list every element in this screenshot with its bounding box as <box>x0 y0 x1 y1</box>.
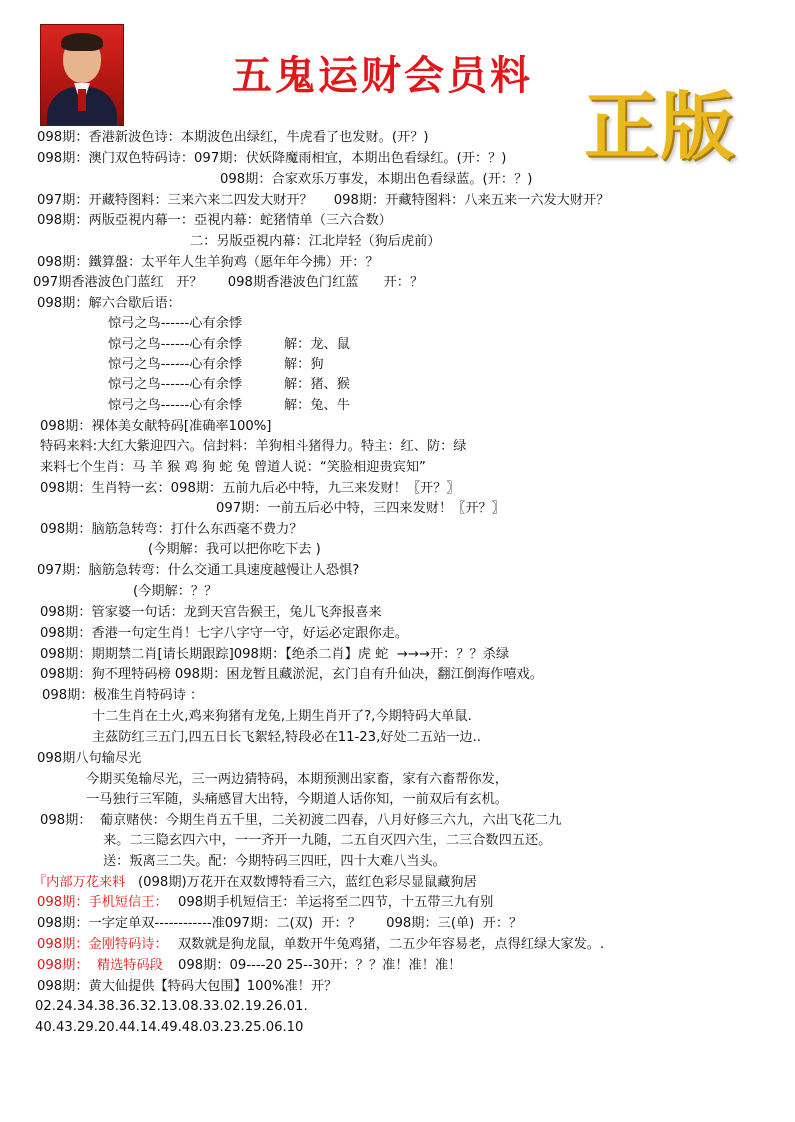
text-line-l25: 098期：香港一句定生肖！七字八字守一守，好运必定跟你走。 <box>40 626 409 641</box>
text-line-l35: 来。二三隐玄四六中，一一齐开一九随，二五自灭四六生，二三合数四五还。 <box>103 833 552 848</box>
genuine-stamp: 正版 <box>584 84 736 170</box>
text-line-l38b: 098期手机短信王：羊运将至二四节，十五带三九有别 <box>178 895 494 910</box>
text-line-l12: 惊弓之鸟------心有余悸 解：狗 <box>108 357 324 372</box>
text-line-l14: 惊弓之鸟------心有余悸 解：兔、牛 <box>108 398 350 413</box>
text-line-l32: 今期买兔输尽光，三一两边猜特码，本期预测出家畜，家有六畜帮你发， <box>86 772 508 787</box>
text-line-l37a: 『内部万花来料 <box>33 875 126 890</box>
text-line-l16: 特码来料:大红大紫迎四六。信封料：羊狗相斗猪得力。特主：红、防：绿 <box>40 439 467 454</box>
text-line-l28: 098期：极准生肖特码诗 ： <box>42 688 204 703</box>
text-line-l1: 098期：香港新波色诗：本期波色出绿红，牛虎看了也发财。(开？) <box>37 130 429 145</box>
text-line-l8: 097期香港波色门蓝红 开？ 098期香港波色门红蓝 开：？ <box>33 275 424 290</box>
text-line-l31: 098期八句输尽光 <box>37 751 142 766</box>
text-line-l37b: (098期)万花开在双数博特看三六，蓝红色彩尽显鼠藏狗居 <box>138 875 477 890</box>
text-line-l17: 来料七个生肖：马 羊 猴 鸡 狗 蛇 兔 曾道人说：“笑脸相迎贵宾知” <box>40 460 426 475</box>
text-line-l7: 098期：鐵算盤：太平年人生羊狗鸡（愿年年今拂）开：？ <box>37 255 379 270</box>
text-line-l15: 098期：裸体美女献特码[准确率100%] <box>40 419 272 434</box>
text-line-l42: 098期：黄大仙提供【特码大包围】100%准！开？ <box>37 979 338 994</box>
text-line-l2: 098期：澳门双色特码诗：097期：伏妖降魔雨相宜，本期出色看绿红。(开：？) <box>37 151 507 166</box>
text-line-l6: 二：另版亞視内幕：江北岸轻（狗后虎前） <box>190 234 441 249</box>
text-line-l21: (今期解：我可以把你吃下去 ) <box>148 542 321 557</box>
text-line-l44: 40.43.29.20.44.14.49.48.03.23.25.06.10 <box>35 1020 304 1035</box>
text-line-l40b: 双数就是狗龙鼠，单数开牛兔鸡猪，二五少年容易老，点得红绿大家发。. <box>178 937 605 952</box>
text-line-l26: 098期：期期禁二肖[请长期跟踪]098期：【绝杀二肖】虎 蛇 →→→开：？？杀绿 <box>40 647 510 662</box>
text-line-l33: 一马独行三军随，头痛感冒大出特，今期道人话你知，一前双后有玄机。 <box>86 792 508 807</box>
text-line-l9: 098期：解六合歇后语： <box>37 296 181 311</box>
text-line-l4: 097期：开藏特图料：三来六来二四发大财开？ 098期：开藏特图料：八来五来一六发大财开？ <box>37 193 610 208</box>
text-line-l23: (今期解：？？ <box>133 584 218 599</box>
text-line-l36: 送：叛离三二失。配：今期特码三四旺，四十大难八当头。 <box>103 854 446 869</box>
text-line-l19: 097期：一前五后必中特，三四来发财！〖开？〗 <box>216 501 505 516</box>
text-line-l30: 主茲防红三五门,四五日长飞絮轻,特段必在11-23,好处二五站一边.. <box>92 730 481 745</box>
text-line-l5: 098期：两版亞視内幕一：亞視内幕：蛇猪情单（三六合数） <box>37 213 392 228</box>
text-line-l24: 098期：管家婆一句话：龙到天宫告猴王，兔儿飞奔报喜来 <box>40 605 382 620</box>
text-line-l13: 惊弓之鸟------心有余悸 解：猪、猴 <box>108 377 350 392</box>
text-line-l38a: 098期：手机短信王： <box>37 895 168 910</box>
text-line-l40a: 098期：金刚特码诗： <box>37 937 168 952</box>
text-line-l10: 惊弓之鸟------心有余悸 <box>108 316 243 331</box>
text-line-l41a: 098期： 精选特码段 <box>37 958 163 973</box>
text-line-l3: 098期：合家欢乐万事发，本期出色看绿蓝。(开：？) <box>220 172 533 187</box>
text-line-l18: 098期：生肖特一玄：098期：五前九后必中特，九三来发财！〖开？〗 <box>40 481 460 496</box>
text-line-l27: 098期：狗不理特码榜 098期：困龙暂且藏淤泥，玄门自有升仙决，翻江倒海作嘻戏。 <box>40 667 543 682</box>
text-line-l34: 098期： 葡京赌侠：今期生肖五千里，二关初渡二四春，八月好修三六九，六出飞花二九 <box>40 813 562 828</box>
text-line-l22: 097期：脑筋急转弯：什么交通工具速度越慢让人恐惧? <box>37 563 360 578</box>
text-line-l20: 098期：脑筋急转弯：打什么东西毫不费力？ <box>40 522 303 537</box>
portrait-photo <box>40 24 124 126</box>
text-line-l29: 十二生肖在土火,鸡来狗猪有龙兔,上期生肖开了?,今期特码大单鼠. <box>92 709 472 724</box>
text-line-l39: 098期：一字定单双------------准097期：二(双) 开：？ 098期：三(单) 开：？ <box>37 916 523 931</box>
text-line-l11: 惊弓之鸟------心有余悸 解：龙、鼠 <box>108 337 350 352</box>
text-line-l43: 02.24.34.38.36.32.13.08.33.02.19.26.01. <box>35 999 308 1014</box>
page-title: 五鬼运财会员料 <box>232 52 533 99</box>
text-line-l41b: 098期：09----20 25--30开：？？准！准！准！ <box>178 958 462 973</box>
